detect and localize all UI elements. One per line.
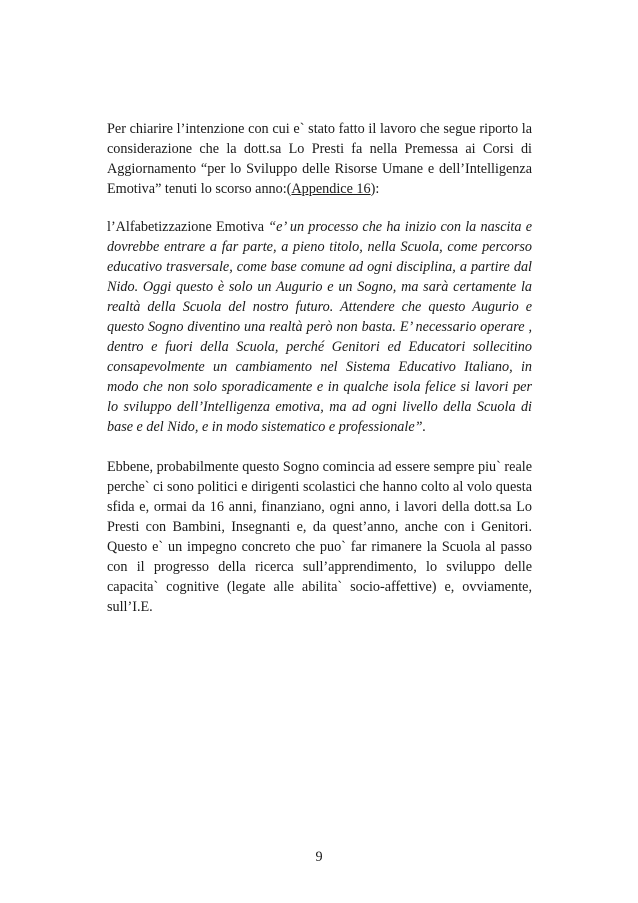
quote-text: “e’ un processo che ha inizio con la nascita e dovrebbe entrare a far parte, a pieno titolo, nella Scuola, come percorso educativo trasversale, come base comune ad ogni disciplina, a partire dal Nido. Oggi questo è solo un Augurio e un Sogno, ma sarà certamente la realtà della Scuola del nostro futuro. Attendere che questo Augurio e questo Sogno diventino una realtà però non basta. E’ necessario operare , dentro e fuori della Scuola, perché Genitori ed Educatori sollecitino consapevolmente un cambiamento nel Sistema Educativo Italiano, in modo che non solo sporadicamente e in qualche isola felice si lavori per lo sviluppo dell’Intelligenza emotiva, ma ad ogni livello della Scuola di base e del Nido, e in modo sistematico e professionale”. <box>107 219 532 435</box>
intro-paragraph <box>107 119 532 199</box>
appendix-link[interactable]: Appendice 16 <box>291 181 371 197</box>
quote-lead: l’Alfabetizzazione Emotiva <box>107 219 269 235</box>
page-number: 9 <box>315 849 323 865</box>
intro-text-end: ): <box>370 181 380 197</box>
quote-paragraph <box>107 217 532 437</box>
intro-text: Per chiarire l’intenzione con cui e` stato fatto il lavoro che segue riporto la considerazione che la dott.sa Lo Presti fa nella Premessa ai Corsi di Aggiornamento “per lo Sviluppo delle Risorse Umane e dell’Intelligenza Emotiva” tenuti lo scorso anno:( <box>107 121 532 197</box>
document-body <box>107 119 532 617</box>
closing-paragraph: Ebbene, probabilmente questo Sogno comincia ad essere sempre piu` reale perche` ci sono politici e dirigenti scolastici che hanno colto al volo questa sfida e, ormai da 16 anni, finanziano, ogni anno, i lavori della dott.sa Lo Presti con Bambini, Insegnanti e, da quest’anno, anche con i Genitori. Questo e` un impegno concreto che puo` far rimanere la Scuola al passo con il progresso della ricerca sull’apprendimento, lo sviluppo delle capacita` cognitive (legate alle abilita` socio-affettive) e, ovviamente, sull’I.E. <box>107 459 532 615</box>
